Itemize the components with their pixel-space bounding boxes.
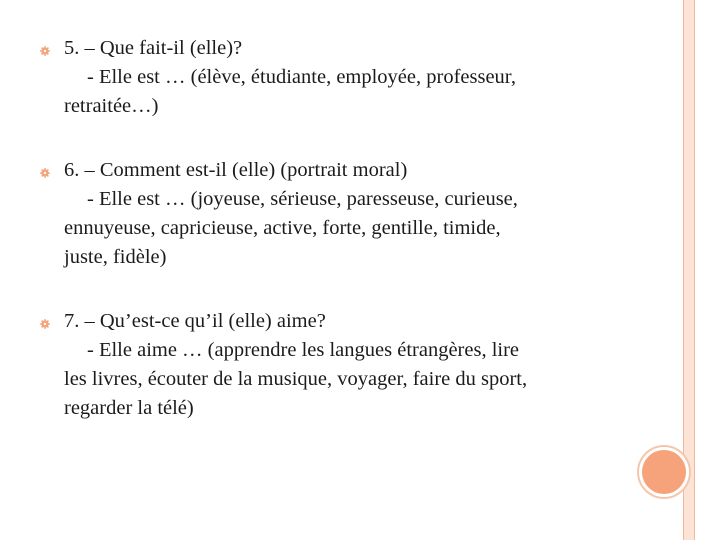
list-item bbox=[40, 307, 620, 423]
list-item bbox=[40, 34, 620, 121]
question-text: 7. – Qu’est-ce qu’il (elle) aime? bbox=[64, 310, 326, 332]
answer-text-continued: regarder la télé) bbox=[64, 397, 194, 419]
answer-text: - Elle est … (joyeuse, sérieuse, paresseuse, curieuse, bbox=[87, 188, 518, 210]
answer-text-continued: juste, fidèle) bbox=[64, 246, 167, 268]
question-text: 5. – Que fait-il (elle)? bbox=[64, 37, 243, 59]
gear-icon bbox=[40, 46, 50, 56]
decorative-rule-right bbox=[694, 0, 695, 540]
gear-icon bbox=[40, 168, 50, 178]
decorative-circle bbox=[642, 450, 686, 494]
bullet-list bbox=[40, 34, 620, 423]
decorative-side-band bbox=[683, 0, 694, 540]
answer-text: - Elle aime … (apprendre les langues étrangères, lire bbox=[87, 339, 520, 361]
question-text: 6. – Comment est-il (elle) (portrait moral) bbox=[64, 159, 408, 181]
decorative-rule-left bbox=[683, 0, 684, 540]
list-item bbox=[40, 156, 620, 272]
answer-text-continued: retraitée…) bbox=[64, 95, 159, 117]
answer-text: - Elle est … (élève, étudiante, employée, professeur, bbox=[87, 66, 516, 88]
answer-text-continued: les livres, écouter de la musique, voyager, faire du sport, bbox=[64, 368, 528, 390]
gear-icon bbox=[40, 319, 50, 329]
answer-text-continued: ennuyeuse, capricieuse, active, forte, gentille, timide, bbox=[64, 217, 501, 239]
